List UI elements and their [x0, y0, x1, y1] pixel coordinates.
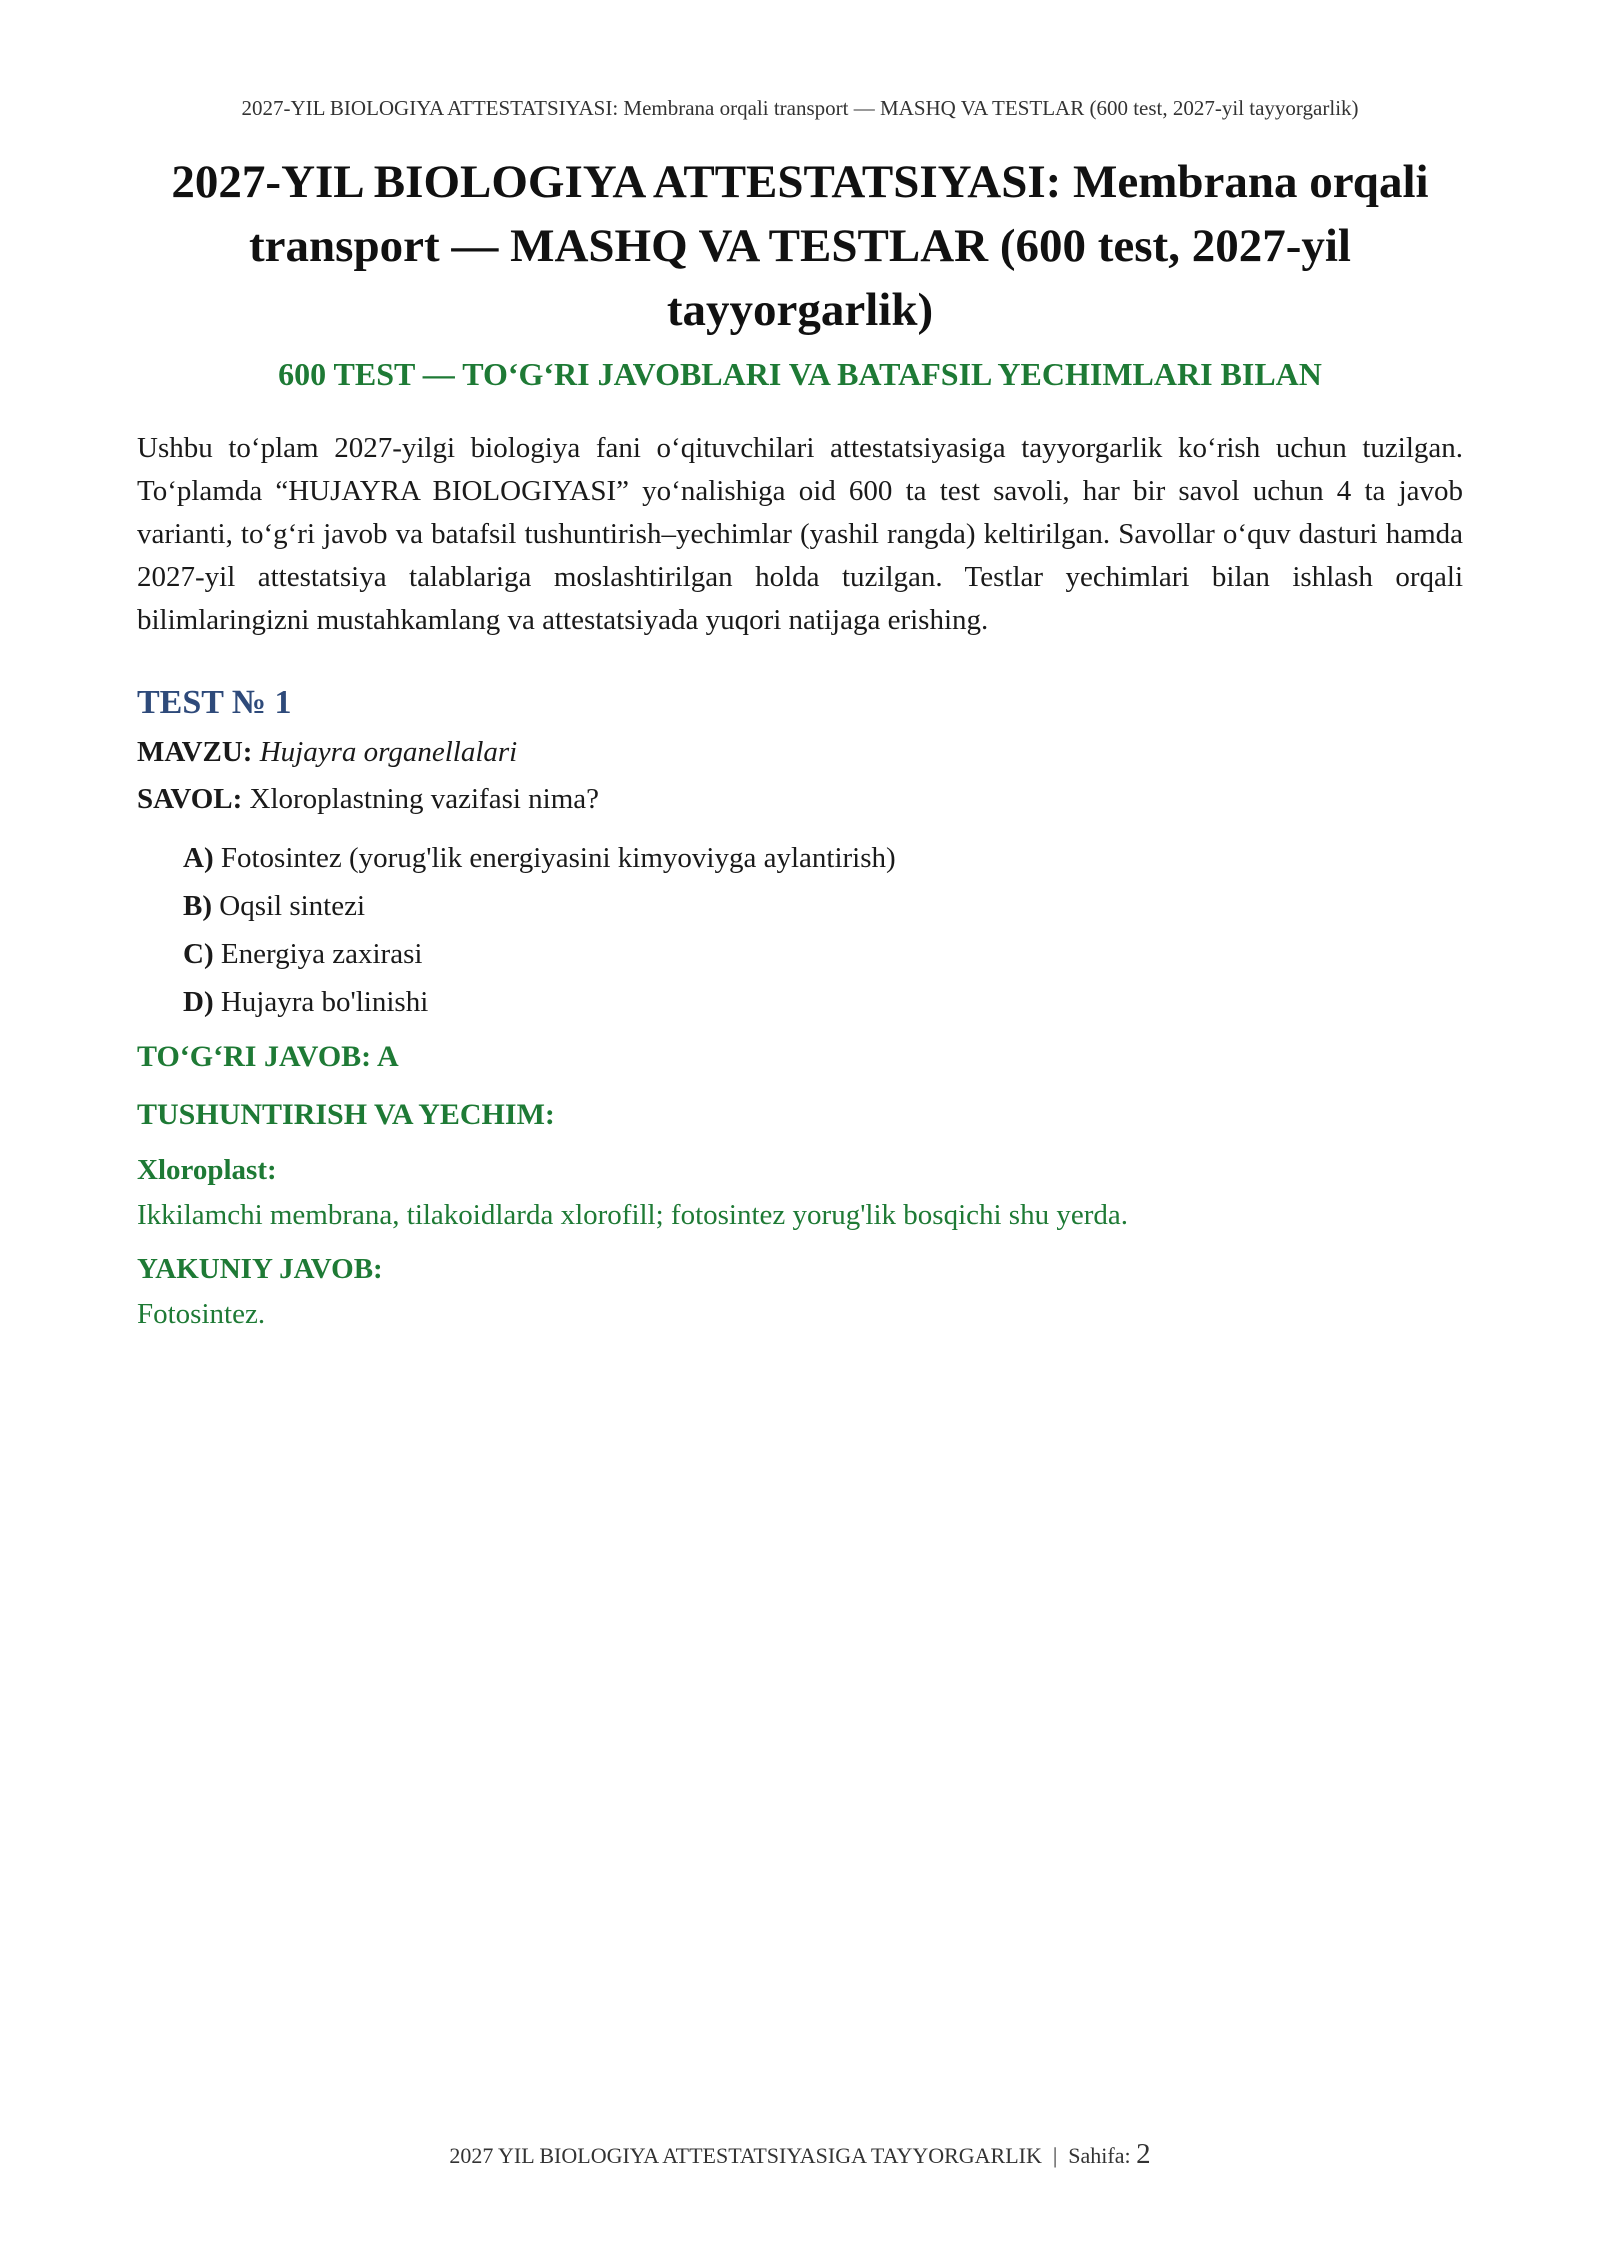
final-answer-text: Fotosintez. [137, 1298, 266, 1330]
document-title: 2027-YIL BIOLOGIYA ATTESTATSIYASI: Membrana orqali transport — MASHQ VA TESTLAR (600 test, 2027-yil tayyorgarlik) [171, 156, 1429, 336]
option-d [183, 978, 1463, 1026]
question-label: SAVOL: [137, 783, 243, 815]
test-heading: TEST № 1 [137, 684, 292, 721]
question-text: Xloroplastning vazifasi nima? [249, 783, 600, 815]
page-label: Sahifa: [1068, 2143, 1131, 2168]
explanation-heading: TUSHUNTIRISH VA YECHIM: [137, 1098, 555, 1131]
final-answer-heading: YAKUNIY JAVOB: [137, 1253, 383, 1285]
option-text: Energiya zaxirasi [220, 938, 423, 970]
topic-label: MAVZU: [137, 736, 253, 768]
option-letter: C) [183, 938, 214, 970]
option-b [183, 882, 1463, 930]
running-header: 2027-YIL BIOLOGIYA ATTESTATSIYASI: Membrana orqali transport — MASHQ VA TESTLAR (600 test, 2027-yil tayyorgarlik) [241, 96, 1359, 120]
option-letter: A) [183, 842, 214, 874]
test-block [137, 684, 1463, 1334]
option-text: Fotosintez (yorug'lik energiyasini kimyoviyga aylantirish) [220, 842, 896, 874]
topic-value: Hujayra organellalari [259, 736, 518, 768]
page-content [137, 150, 1463, 1334]
answer-options [183, 834, 1463, 1026]
option-a [183, 834, 1463, 882]
intro-paragraph: Ushbu to‘plam 2027-yilgi biologiya fani o‘qituvchilari attestatsiyasiga tayyorgarlik ko‘rish uchun tuzilgan. To‘plamda “HUJAYRA BIOLOGIYASI” yo‘nalishiga oid 600 ta test savoli, har bir savol uchun 4 ta javob varianti, to‘g‘ri javob va batafsil tushuntirish–yechimlar (yashil rangda) keltirilgan. Savollar o‘quv dasturi hamda 2027-yil attestatsiya talablariga moslashtirilgan holda tuzilgan. Testlar yechimlari bilan ishlash orqali bilimlaringizni mustahkamlang va attestatsiyada yuqori natijaga erishing. [137, 432, 1463, 636]
option-letter: D) [183, 986, 214, 1018]
footer-text: 2027 YIL BIOLOGIYA ATTESTATSIYASIGA TAYYORGARLIK [449, 2143, 1042, 2168]
page-footer [0, 2138, 1600, 2171]
page-number: 2 [1136, 2138, 1151, 2170]
option-text: Oqsil sintezi [219, 890, 366, 922]
topic-line [137, 736, 1463, 769]
explanation-text: Ikkilamchi membrana, tilakoidlarda xlorofill; fotosintez yorug'lik bosqichi shu yerda. [137, 1199, 1128, 1231]
option-c [183, 930, 1463, 978]
option-text: Hujayra bo'linishi [220, 986, 429, 1018]
question-line [137, 783, 1463, 816]
correct-answer: TO‘G‘RI JAVOB: A [137, 1040, 399, 1073]
explanation-subheading: Xloroplast: [137, 1154, 277, 1186]
document-subtitle: 600 TEST — TO‘G‘RI JAVOBLARI VA BATAFSIL YECHIMLARI BILAN [278, 356, 1322, 392]
option-letter: B) [183, 890, 212, 922]
footer-separator: | [1052, 2143, 1058, 2168]
